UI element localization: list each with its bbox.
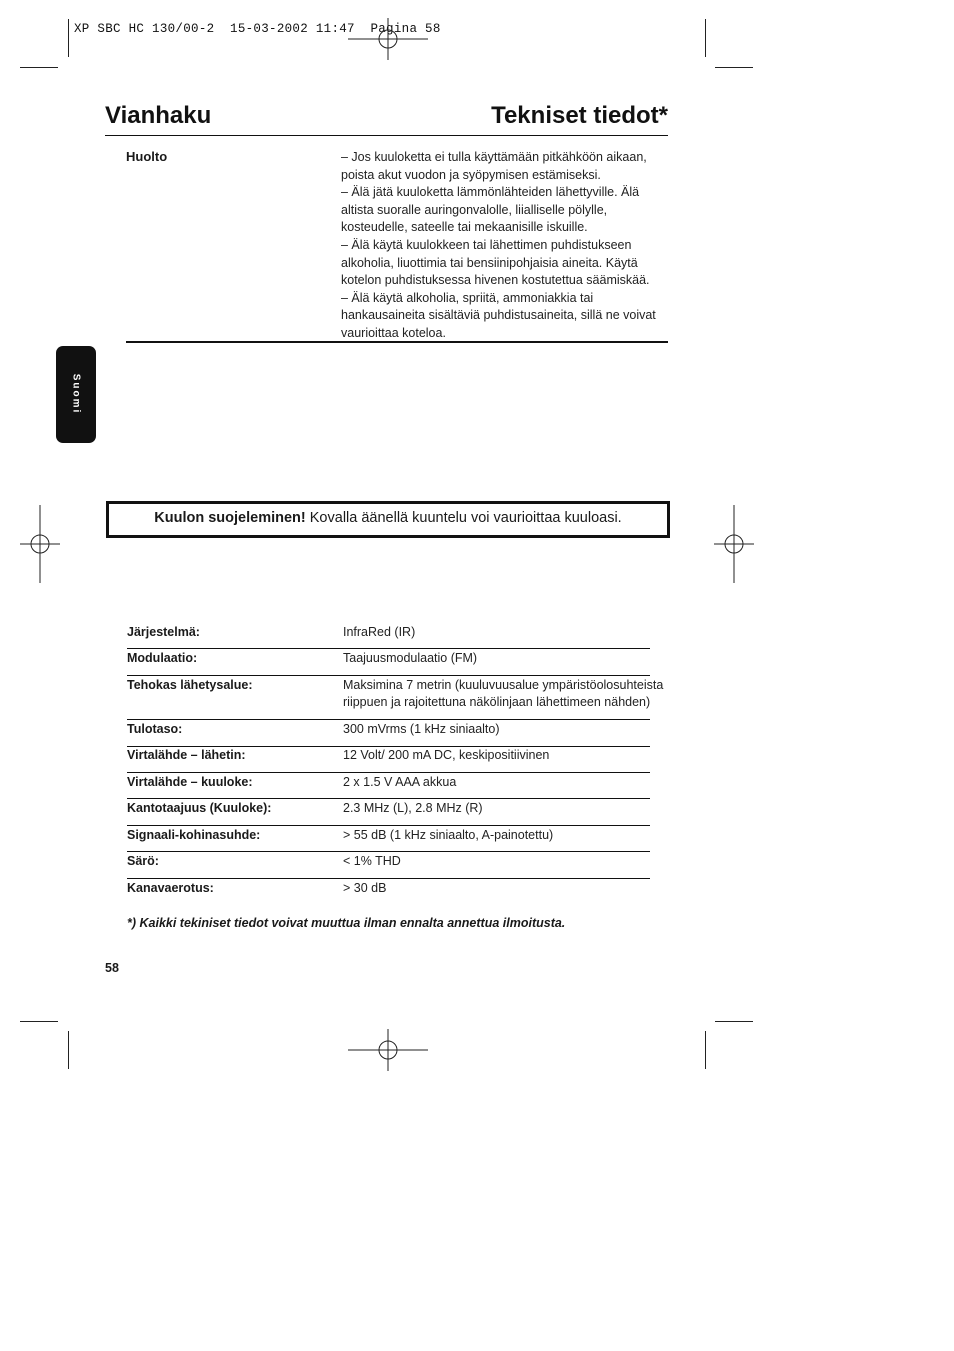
- hearing-warning-text: [109, 510, 667, 526]
- hearing-warning-body: Kovalla äänellä kuuntelu voi vaurioittaa kuuloasi.: [305, 510, 622, 526]
- spec-label: Tehokas lähetysalue:: [127, 678, 253, 692]
- spec-label: Tulotaso:: [127, 722, 183, 736]
- spec-value-line: > 30 dB: [343, 881, 387, 895]
- crop-mark: [705, 1031, 706, 1069]
- spec-label: Järjestelmä:: [127, 625, 200, 639]
- spec-value-line: riippuen ja rajoitettuna näkölinjaan lähettimeen nähden): [343, 695, 651, 709]
- language-tab-label: Suomi: [70, 373, 82, 415]
- spec-label: Virtalähde – kuuloke:: [127, 775, 253, 789]
- spec-divider: [127, 675, 650, 676]
- spec-value-line: 12 Volt/ 200 mA DC, keskipositiivinen: [343, 748, 550, 762]
- crop-mark: [20, 67, 58, 68]
- spec-value-line: 2.3 MHz (L), 2.8 MHz (R): [343, 801, 483, 815]
- spec-value-line: Taajuusmodulaatio (FM): [343, 651, 478, 665]
- footnote: *) Kaikki tekiniset tiedot voivat muuttua ilman ennalta annettua ilmoitusta.: [127, 916, 566, 930]
- huolto-line: hankausaineita sisältäviä puhdistusaineita, sillä ne voivat: [341, 308, 656, 323]
- crop-mark: [68, 19, 69, 57]
- huolto-line: vaurioittaa koteloa.: [341, 325, 446, 340]
- spec-value: [343, 800, 483, 817]
- spec-value: [343, 774, 456, 791]
- hearing-warning-heading: Kuulon suojeleminen!: [154, 510, 306, 526]
- spec-value-line: < 1% THD: [343, 854, 401, 868]
- title-rule: [105, 135, 668, 136]
- registration-mark-icon: [20, 505, 60, 583]
- huolto-line: kosteudelle, sateelle tai mekaanisille iskuille.: [341, 220, 588, 235]
- spec-value: [343, 747, 549, 764]
- huolto-line: – Jos kuuloketta ei tulla käyttämään pitkähköön aikaan,: [341, 150, 647, 164]
- spec-divider: [127, 648, 650, 649]
- crop-mark: [715, 67, 753, 68]
- spec-value-line: 2 x 1.5 V AAA akkua: [343, 775, 457, 789]
- huolto-label: Huolto: [126, 149, 168, 164]
- spec-label: Kantotaajuus (Kuuloke):: [127, 801, 272, 815]
- spec-value: [343, 650, 477, 667]
- spec-divider: [127, 719, 650, 720]
- spec-divider: [127, 878, 650, 879]
- crop-mark: [705, 19, 706, 57]
- spec-value: [343, 827, 553, 844]
- spec-divider: [127, 772, 650, 773]
- spec-value-line: Maksimina 7 metrin (kuuluvuusalue ympäristöolosuhteista: [343, 678, 664, 692]
- spec-label: Särö:: [127, 854, 159, 868]
- huolto-line: kotelon puhdistuksessa hivenen kostutettua säämiskää.: [341, 273, 650, 288]
- hearing-warning-box: [106, 501, 670, 538]
- spec-label: Kanavaerotus:: [127, 881, 214, 895]
- spec-divider: [127, 851, 650, 852]
- crop-mark: [20, 1021, 58, 1022]
- page-title-right: Tekniset tiedot*: [491, 102, 668, 129]
- spec-value: [343, 624, 415, 641]
- page-title-left: Vianhaku: [105, 102, 212, 129]
- print-header: XP SBC HC 130/00-2 15-03-2002 11:47 Pagina 58: [74, 22, 441, 36]
- spec-divider: [127, 798, 650, 799]
- spec-value: [343, 853, 401, 870]
- spec-label: Virtalähde – lähetin:: [127, 748, 246, 762]
- registration-mark-icon: [714, 505, 754, 583]
- spec-value-line: InfraRed (IR): [343, 625, 416, 639]
- registration-mark-icon: [348, 1029, 428, 1071]
- spec-value-line: 300 mVrms (1 kHz siniaalto): [343, 722, 500, 736]
- huolto-line: poista akut vuodon ja syöpymisen estämiseksi.: [341, 167, 601, 182]
- spec-divider: [127, 825, 650, 826]
- huolto-line: – Älä jätä kuuloketta lämmönlähteiden lähettyville. Älä: [341, 185, 640, 200]
- spec-value: [343, 677, 663, 711]
- huolto-line: – Älä käytä kuulokkeen tai lähettimen puhdistukseen: [341, 237, 632, 252]
- huolto-line: altista suoralle auringonvalolle, liialliselle pölylle,: [341, 202, 608, 217]
- crop-mark: [715, 1021, 753, 1022]
- spec-label: Signaali-kohinasuhde:: [127, 828, 261, 842]
- page-number: 58: [105, 961, 119, 975]
- huolto-line: – Älä käytä alkoholia, spriitä, ammoniakkia tai: [341, 290, 594, 305]
- huolto-line: alkoholia, liuottimia tai bensiinipohjaisia aineita. Käytä: [341, 255, 638, 270]
- spec-value: [343, 880, 386, 897]
- registration-mark-icon: [348, 18, 428, 60]
- spec-value-line: > 55 dB (1 kHz siniaalto, A-painotettu): [343, 828, 554, 842]
- huolto-text: [341, 149, 656, 343]
- language-tab: [56, 346, 96, 443]
- spec-value: [343, 721, 500, 738]
- spec-label: Modulaatio:: [127, 651, 198, 665]
- crop-mark: [68, 1031, 69, 1069]
- huolto-rule: [126, 341, 668, 343]
